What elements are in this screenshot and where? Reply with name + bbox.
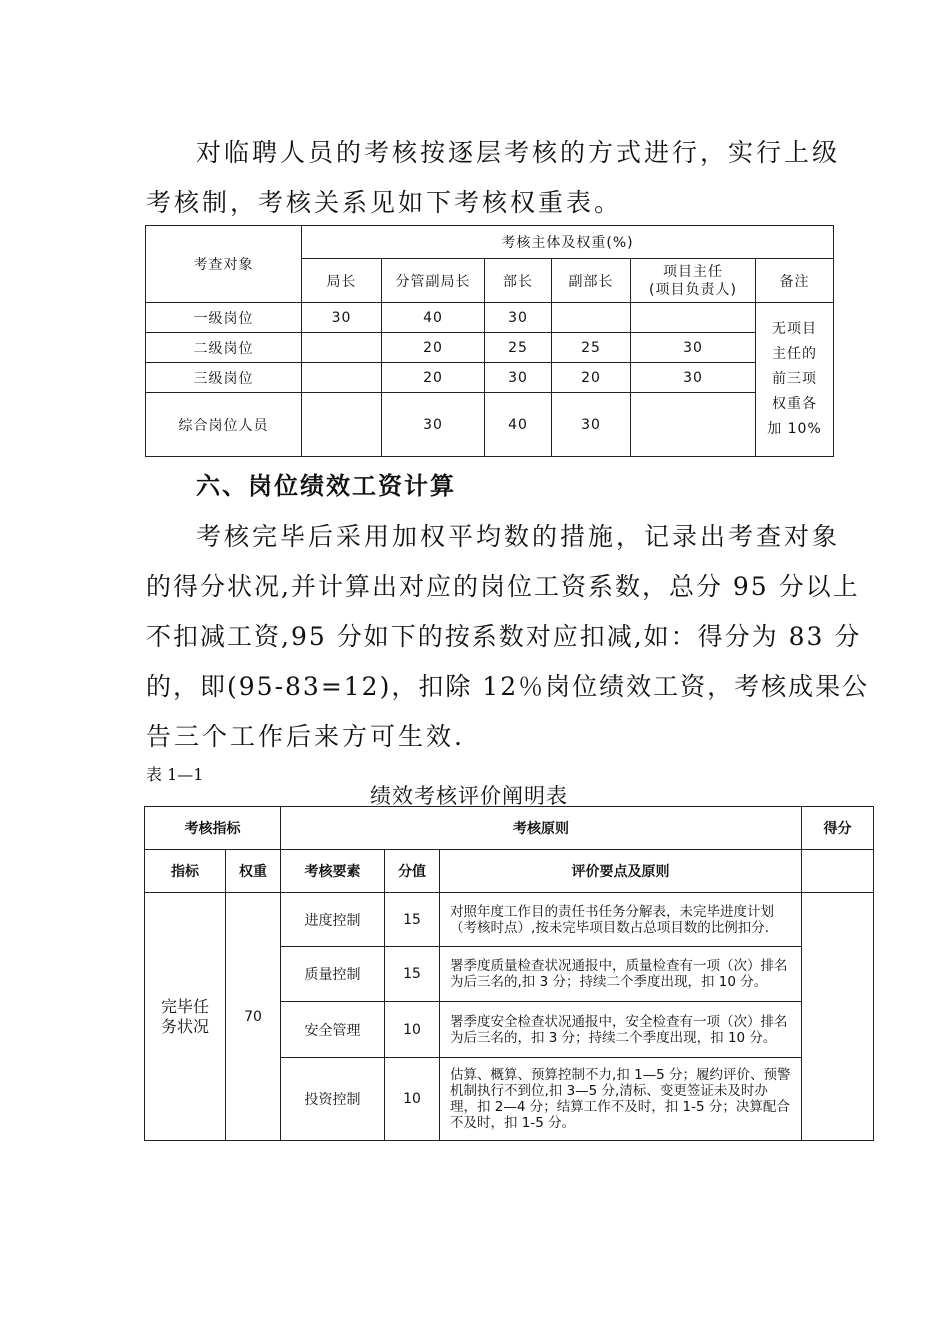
cell: 40 <box>382 303 485 333</box>
section-line-5: 告三个工作后来方可生效. <box>146 722 465 751</box>
sub-header-weight: 权重 <box>226 850 281 893</box>
note-line: 加 10% <box>767 421 822 437</box>
cell: 30 <box>485 303 552 333</box>
points-cell: 15 <box>385 947 440 1002</box>
cell <box>631 393 756 457</box>
col-project-lead-title: 项目主任 <box>663 263 723 280</box>
cell: 25 <box>485 333 552 363</box>
row-name: 三级岗位 <box>146 363 302 393</box>
cell: 30 <box>382 393 485 457</box>
cell <box>302 393 382 457</box>
note-line: 主任的 <box>772 346 817 362</box>
sub-header-criteria: 评价要点及原则 <box>440 850 802 893</box>
note-line: 权重各 <box>772 396 817 412</box>
cell: 40 <box>485 393 552 457</box>
cell: 25 <box>552 333 631 363</box>
cell: 30 <box>631 333 756 363</box>
element-cell: 质量控制 <box>281 947 385 1002</box>
criteria-cell: 署季度质量检查状况通报中，质量检查有一项（次）排名为后三名的,扣 3 分；持续二个季度出现，扣 10 分。 <box>440 947 802 1002</box>
cell: 20 <box>382 363 485 393</box>
col-minister: 部长 <box>485 259 552 303</box>
cell: 20 <box>382 333 485 363</box>
cell: 20 <box>552 363 631 393</box>
score-cell <box>802 893 874 1141</box>
element-cell: 投资控制 <box>281 1058 385 1141</box>
element-cell: 进度控制 <box>281 893 385 947</box>
header-indicator: 考核指标 <box>145 807 281 850</box>
row-name: 综合岗位人员 <box>146 393 302 457</box>
table-label: 表 1—1 <box>146 765 204 784</box>
remarks-note <box>756 303 834 457</box>
points-cell: 15 <box>385 893 440 947</box>
col-vice-minister: 副部长 <box>552 259 631 303</box>
table-caption: 绩效考核评价阐明表 <box>370 784 568 808</box>
row-name: 一级岗位 <box>146 303 302 333</box>
cell <box>631 303 756 333</box>
indicator-line-2: 务状况 <box>160 1016 209 1036</box>
group-header: 考核主体及权重(%) <box>302 226 834 259</box>
intro-line-1: 对临聘人员的考核按逐层考核的方式进行，实行上级 <box>196 138 841 167</box>
indicator-line-1: 完毕任 <box>160 996 209 1016</box>
header-score: 得分 <box>802 807 874 850</box>
points-cell: 10 <box>385 1002 440 1058</box>
criteria-cell: 对照年度工作目的责任书任务分解表，未完毕进度计划（考核时点）,按未完毕项目数占总项目数的比例扣分. <box>440 893 802 947</box>
col-remarks: 备注 <box>756 259 834 303</box>
sub-header-indicator: 指标 <box>145 850 226 893</box>
intro-line-2: 考核制，考核关系见如下考核权重表。 <box>146 188 623 217</box>
criteria-cell: 估算、概算、预算控制不力,扣 1—5 分；履约评价、预警机制执行不到位,扣 3—5 分,清标、变更签证未及时办理，扣 2—4 分；结算工作不及时，扣 1-5 分；决算配合不及时，扣 1-5 分。 <box>440 1058 802 1141</box>
col-project-lead <box>631 259 756 303</box>
criteria-cell: 署季度安全检查状况通报中，安全检查有一项（次）排名为后三名的，扣 3 分；持续二个季度出现，扣 10 分。 <box>440 1002 802 1058</box>
col-director: 局长 <box>302 259 382 303</box>
indicator-cell <box>145 893 226 1141</box>
weight-table <box>145 225 834 457</box>
note-line: 前三项 <box>772 371 817 387</box>
cell: 30 <box>302 303 382 333</box>
subject-header: 考查对象 <box>146 226 302 303</box>
col-deputy-director: 分管副局长 <box>382 259 485 303</box>
cell <box>302 363 382 393</box>
section-line-4: 的，即(95-83=12)，扣除 12％岗位绩效工资，考核成果公 <box>146 672 870 701</box>
section-line-2: 的得分状况,并计算出对应的岗位工资系数，总分 95 分以上 <box>146 572 860 601</box>
cell <box>552 303 631 333</box>
element-cell: 安全管理 <box>281 1002 385 1058</box>
section-heading: 六、岗位绩效工资计算 <box>196 472 456 500</box>
header-principle: 考核原则 <box>281 807 802 850</box>
sub-header-element: 考核要素 <box>281 850 385 893</box>
section-line-1: 考核完毕后采用加权平均数的措施，记录出考查对象 <box>196 522 841 551</box>
weight-cell: 70 <box>226 893 281 1141</box>
col-project-lead-sub: (项目负责人) <box>649 281 737 298</box>
score-cell <box>802 850 874 893</box>
sub-header-points: 分值 <box>385 850 440 893</box>
points-cell: 10 <box>385 1058 440 1141</box>
cell <box>302 333 382 363</box>
cell: 30 <box>631 363 756 393</box>
cell: 30 <box>552 393 631 457</box>
note-line: 无项目 <box>772 321 817 337</box>
section-line-3: 不扣减工资,95 分如下的按系数对应扣减,如：得分为 83 分 <box>146 622 862 651</box>
eval-table <box>144 806 874 1141</box>
cell: 30 <box>485 363 552 393</box>
row-name: 二级岗位 <box>146 333 302 363</box>
